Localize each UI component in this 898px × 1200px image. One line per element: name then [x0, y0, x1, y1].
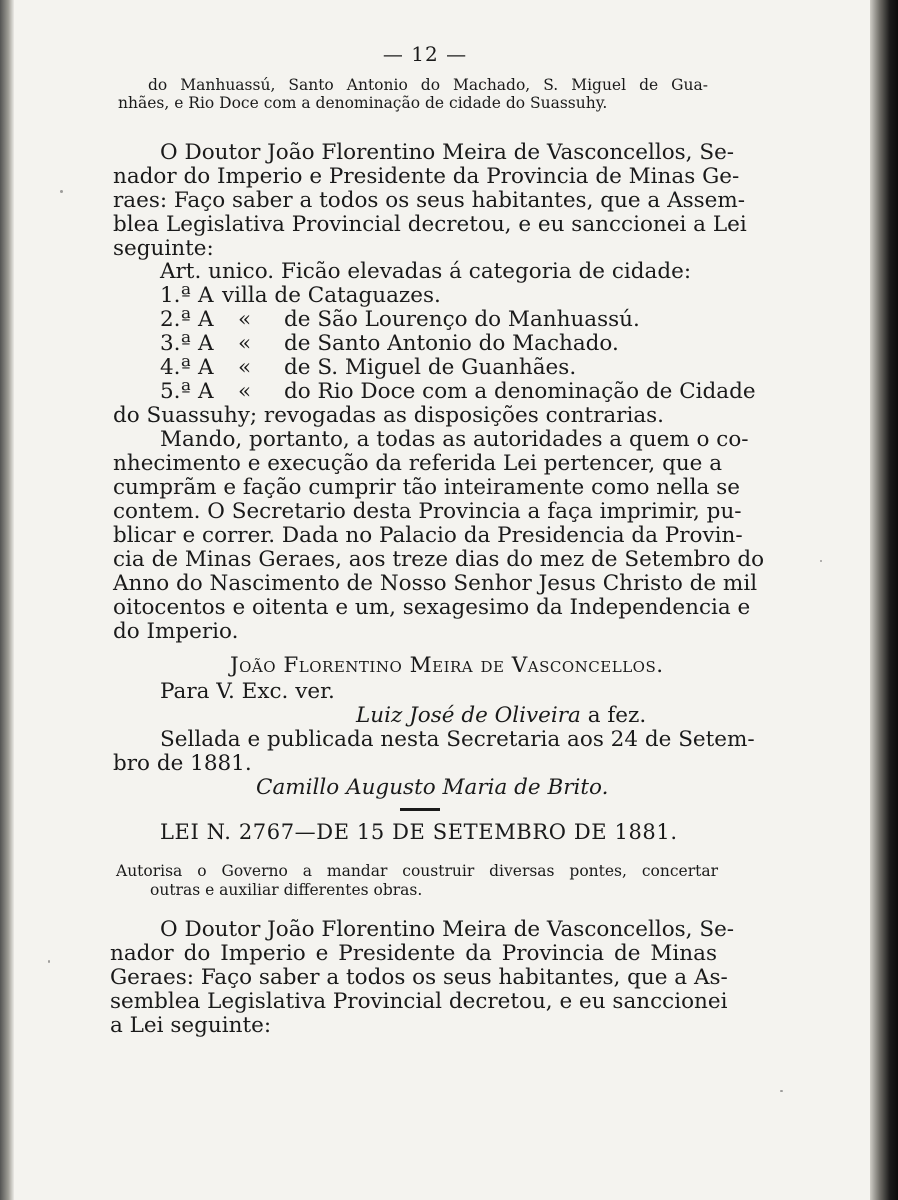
item-number: 5.ª — [160, 379, 191, 404]
law1-made-by — [356, 704, 646, 728]
law1-sealed-line: Sellada e publicada nesta Secretaria aos 24 de Setem- — [160, 727, 755, 752]
law1-command-line: do Imperio. — [113, 619, 239, 644]
law1-command-line: nhecimento e execução da referida Lei pertencer, que a — [113, 451, 723, 476]
item-article: A — [198, 355, 214, 380]
law1-sealed-line: bro de 1881. — [113, 751, 252, 776]
law1-preamble-line: raes: Faço saber a todos os seus habitantes, que a Assem- — [113, 188, 746, 213]
top-note-line: do Manhuassú, Santo Antonio do Machado, S. Miguel de Gua- — [148, 76, 708, 94]
law1-signature: João Florentino Meira de Vasconcellos. — [230, 653, 664, 678]
ditto-mark: « — [238, 355, 252, 380]
law1-command-line: contem. O Secretario desta Provincia a faça imprimir, pu- — [113, 499, 742, 524]
law2-preamble-line: Geraes: Faço saber a todos os seus habitantes, que a As- — [110, 965, 728, 990]
item-article: A — [198, 283, 214, 308]
law1-item-continuation: do Suassuhy; revogadas as disposições contrarias. — [113, 403, 665, 428]
law1-article: Art. unico. Ficão elevadas á categoria de cidade: — [160, 259, 692, 284]
law1-command-line: oitocentos e oitenta e um, sexagesimo da Independencia e — [113, 595, 751, 620]
law2-summary-line: Autorisa o Governo a mandar coustruir diversas pontes, concertar — [116, 862, 718, 880]
scan-speck — [60, 190, 63, 193]
law1-command-line: Anno do Nascimento de Nosso Senhor Jesus Christo de mil — [113, 571, 758, 596]
law1-command-line: cia de Minas Geraes, aos treze dias do mez de Setembro do — [113, 547, 765, 572]
law2-preamble-line: a Lei seguinte: — [110, 1013, 272, 1038]
law2-preamble-line: nador do Imperio e Presidente da Provincia de Minas — [110, 941, 717, 966]
law2-title: LEI N. 2767—DE 15 DE SETEMBRO DE 1881. — [160, 820, 678, 844]
scan-edge-right — [870, 0, 898, 1200]
law1-command-line: cumprãm e fação cumprir tão inteiramente como nella se — [113, 475, 740, 500]
law2-preamble-line: semblea Legislativa Provincial decretou, e eu sanccionei — [110, 989, 728, 1014]
law1-para: Para V. Exc. ver. — [160, 679, 335, 704]
scan-speck — [780, 1090, 783, 1092]
item-article: A — [198, 331, 214, 356]
item-number: 1.ª — [160, 283, 191, 308]
law2-summary-line: outras e auxiliar differentes obras. — [150, 881, 423, 899]
law1-preamble-line: O Doutor João Florentino Meira de Vasconcellos, Se- — [160, 140, 735, 165]
ditto-mark: « — [238, 307, 252, 332]
top-note-line: nhães, e Rio Doce com a denominação de cidade do Suassuhy. — [118, 94, 608, 112]
scan-edge-left — [0, 0, 14, 1200]
item-article: A — [198, 307, 214, 332]
ditto-mark: « — [238, 331, 252, 356]
item-text: do Rio Doce com a denominação de Cidade — [284, 379, 756, 404]
item-number: 4.ª — [160, 355, 191, 380]
ditto-mark: « — [238, 379, 252, 404]
item-text: de Santo Antonio do Machado. — [284, 331, 619, 356]
law1-command-line: Mando, portanto, a todas as autoridades a quem o co- — [160, 427, 749, 452]
law1-secretary: Camillo Augusto Maria de Brito. — [256, 775, 609, 800]
law1-preamble-line: blea Legislativa Provincial decretou, e eu sanccionei a Lei — [113, 212, 747, 237]
section-divider — [400, 808, 440, 811]
law1-preamble-line: seguinte: — [113, 236, 214, 261]
item-text: villa de Cataguazes. — [222, 283, 441, 308]
scan-speck — [48, 960, 50, 963]
made-by-name: Luiz José de Oliveira — [356, 703, 581, 728]
scan-speck — [820, 560, 822, 562]
page-number: — 12 — — [382, 42, 468, 66]
made-by-suffix: a fez. — [580, 703, 647, 728]
law1-preamble-line: nador do Imperio e Presidente da Provincia de Minas Ge- — [113, 164, 740, 189]
law2-preamble-line: O Doutor João Florentino Meira de Vasconcellos, Se- — [160, 917, 735, 942]
item-text: de São Lourenço do Manhuassú. — [284, 307, 640, 332]
item-article: A — [198, 379, 214, 404]
item-text: de S. Miguel de Guanhães. — [284, 355, 577, 380]
law1-command-line: blicar e correr. Dada no Palacio da Presidencia da Provin- — [113, 523, 743, 548]
item-number: 2.ª — [160, 307, 191, 332]
item-number: 3.ª — [160, 331, 191, 356]
